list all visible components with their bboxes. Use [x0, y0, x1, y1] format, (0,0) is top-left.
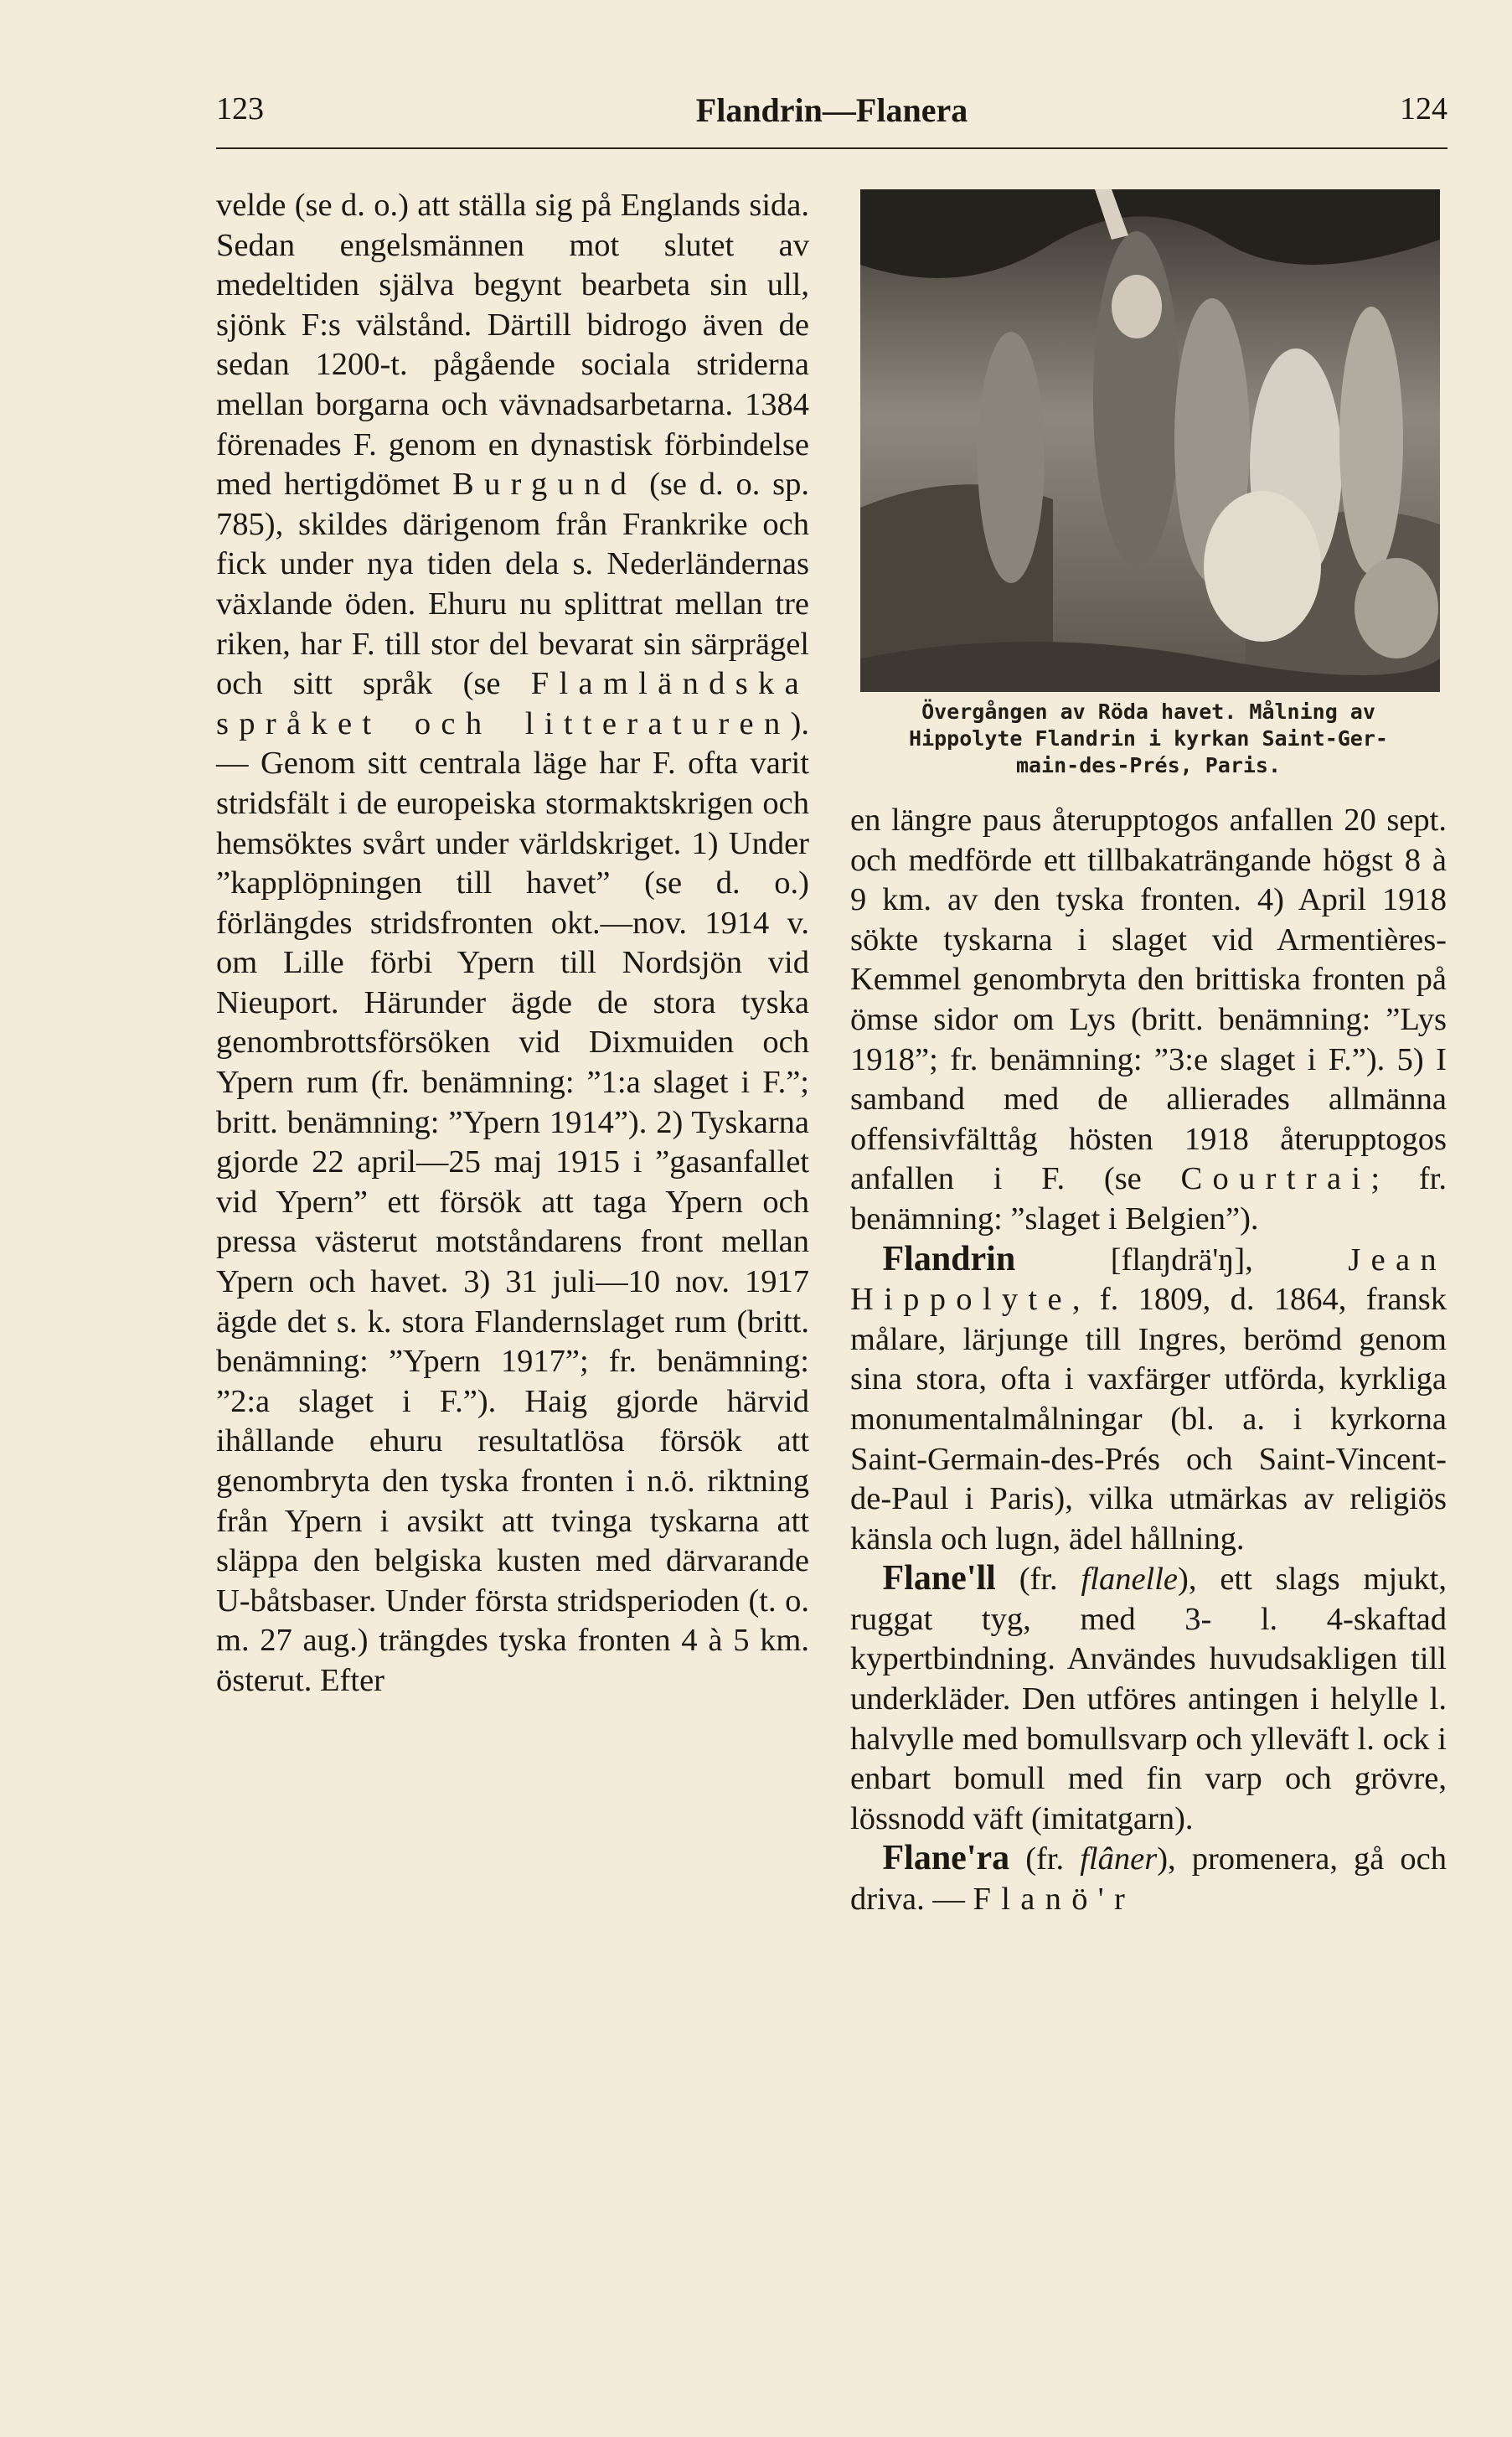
person-name: Jean Hippolyte: [850, 1242, 1447, 1318]
cross-reference-courtrai: Courtrai: [1180, 1161, 1371, 1197]
caption-line: Övergången av Röda havet. Målning av: [921, 700, 1375, 724]
page-number-right: 124: [1400, 91, 1447, 126]
figure-caption: [850, 699, 1447, 779]
cross-reference-burgund: Burgund: [452, 467, 637, 503]
pronunciation: [flaŋdrä'ŋ],: [1015, 1242, 1349, 1278]
text-segment: velde (se d. o.) att ställa sig på Englands sida. Sedan engelsmännen mot slutet av medeltiden själva begynt bearbeta sin ull, sjönk F:s välstånd. Därtill bidrogo även de sedan 1200-t. pågående sociala striderna mellan borgarna och vävnadsarbetarna. 1384 förenades F. genom en dynastisk förbindelse med hertigdömet: [216, 188, 809, 503]
header-rule: [216, 147, 1447, 149]
text-segment: , f. 1809, d. 1864, fransk målare, lärjunge till Ingres, berömd genom sina stora, ofta i vaxfärger utförda, kyrkliga monumentalmålningar (bl. a. i kyrkorna Saint-Germain-des-Prés och Saint-Vincent-de-Paul i Paris), vilka utmärkas av religiös känsla och lugn, ädel hållning.: [850, 1282, 1447, 1557]
cross-reference-flanor: Flanö'r: [973, 1882, 1136, 1918]
text-segment: (se d. o. sp. 785), skildes därigenom från Frankrike och fick under nya tiden dela s. Nederländernas växlande öden. Ehuru nu splittrat mellan tre riken, har F. till stor del bevarat sin särprägel och sitt språk (se: [216, 467, 809, 702]
headword-flandrin: Flandrin: [882, 1239, 1016, 1278]
left-column: [216, 186, 809, 1701]
entry-flandrin: [850, 1240, 1447, 1560]
entry-flanera: [850, 1839, 1447, 1919]
text-segment: ; fr. benämning: ”slaget i Belgien”).: [850, 1161, 1447, 1237]
text-segment: (fr.: [1009, 1841, 1081, 1877]
running-title: Flandrin—Flanera: [695, 91, 968, 129]
cross-reference-flamlandska: Flamländska språket och litteraturen: [216, 666, 809, 741]
caption-line: Hippolyte Flandrin i kyrkan Saint-Ger-: [909, 726, 1388, 751]
caption-line: main-des-Prés, Paris.: [1015, 753, 1282, 777]
right-column: [850, 801, 1447, 1920]
article-text-continued: [850, 801, 1447, 1240]
page-header: [216, 90, 1447, 141]
text-segment: ). — Genom sitt centrala läge har F. ofta varit stridsfält i de europeiska stormaktskrigen och hemsöktes svårt under världskriget. 1) Under ”kapplöpningen till havet” (se d. o.) förlängdes stridsfronten okt.—nov. 1914 v. om Lille förbi Ypern till Nordsjön vid Nieuport. Härunder ägde de stora tyska genombrottsförsöken vid Dixmuiden och Ypern rum (fr. benämning: ”1:a slaget i F.”; britt. benämning: ”Ypern 1914”). 2) Tyskarna gjorde 22 april—25 maj 1915 i ”gasanfallet vid Ypern” ett försök att taga Ypern och pressa västerut motståndarens front mellan Ypern och havet. 3) 31 juli—10 nov. 1917 ägde det s. k. stora Flandernslaget rum (britt. benämning: ”Ypern 1917”; fr. benämning: ”2:a slaget i F.”). Haig gjorde härvid ihållande ehuru resultatlösa försök att genombryta den tyska fronten i n.ö. riktning från Ypern i avsikt att tvinga tyskarna att släppa den belgiska kusten med därvarande U-båtsbaser. Under första stridsperioden (t. o. m. 27 aug.) trängdes tyska fronten 4 à 5 km. österut. Efter: [216, 705, 809, 1698]
page-number-left: 123: [216, 91, 264, 126]
painting-illustration: [860, 189, 1440, 692]
article-text-flandern: [216, 186, 809, 1701]
etymology-word: flanelle: [1081, 1562, 1179, 1598]
headword-flanell: Flane'll: [882, 1559, 996, 1598]
text-segment: (fr.: [995, 1562, 1081, 1598]
painting-figure: [860, 189, 1440, 692]
entry-flanell: [850, 1559, 1447, 1839]
text-segment: en längre paus återupptogos anfallen 20 sept. och medförde ett tillbakaträngande högst 8 à 9 km. av den tyska fronten. 4) April 1918 sökte tyskarna i slaget vid Armentières-Kemmel genombryta den brittiska fronten på ömse sidor om Lys (britt. benämning: ”Lys 1918”; fr. benämning: ”3:e slaget i F.”). 5) I samband med de allierades allmänna offensivfälttåg hösten 1918 återupptogos anfallen i F. (se: [850, 803, 1447, 1197]
headword-flanera: Flane'ra: [882, 1839, 1010, 1878]
text-segment: ), promenera, gå och driva. —: [850, 1841, 1447, 1918]
etymology-word: flâner: [1080, 1841, 1158, 1877]
text-segment: ), ett slags mjukt, ruggat tyg, med 3- l. 4-skaftad kypertbindning. Användes huvudsakligen till underkläder. Den utföres antingen i helylle l. halvylle med bomullsvarp och ylleväft l. ock i enbart bomull med fin varp och grövre, lössnodd väft (imitatgarn).: [850, 1562, 1447, 1836]
